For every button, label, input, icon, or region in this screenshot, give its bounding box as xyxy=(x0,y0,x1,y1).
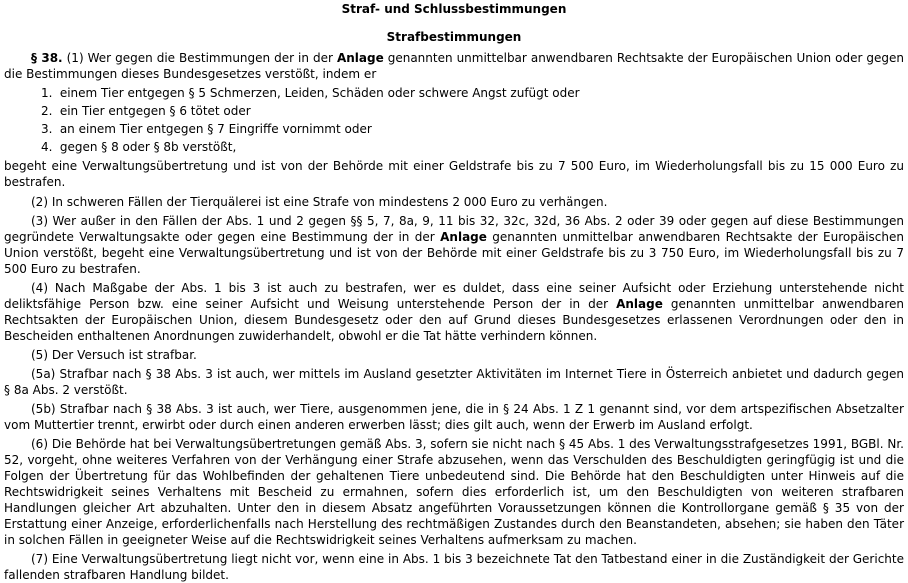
paragraph-6: (6) Die Behörde hat bei Verwaltungsübertretungen gemäß Abs. 3, sofern sie nicht nach § 45 Abs. 1 des Verwaltungsstrafgesetzes 1991, BGBl. Nr. 52, vorgeht, ohne weiteres Verfahren von der Verhängung einer Strafe abzusehen, wenn das Verschulden des Beschuldigten geringfügig ist und die Folgen der Übertretung für das Wohlbefinden der gehaltenen Tiere unbedeutend sind. Die Behörde hat den Beschuldigten unter Hinweis auf die Rechtswidrigkeit seines Verhaltens mit Bescheid zu ermahnen, sofern dies erforderlich ist, um den Beschuldigten von weiteren strafbaren Handlungen gleicher Art abzuhalten. Unter den in diesem Absatz angeführten Voraussetzungen können die Kontrollorgane gemäß § 35 von der Erstattung einer Anzeige, erforderlichenfalls nach Herstellung des rechtmäßigen Zustandes durch den Beanstandeten, absehen; sie haben den Täter in solchen Fällen in geeigneter Weise auf die Rechtswidrigkeit seines Verhaltens aufmerksam zu machen. xyxy=(4,437,904,547)
list-item: 2. ein Tier entgegen § 6 tötet oder xyxy=(41,104,251,118)
paragraph-1: § 38. (1) Wer gegen die Bestimmungen der in der Anlage genannten unmittelbar anwendbaren Rechtsakte der Europäischen Union oder gegen die Bestimmungen dieses Bundesgesetzes verstößt, indem er xyxy=(4,51,905,81)
paragraph-3: (3) Wer außer in den Fällen der Abs. 1 und 2 gegen §§ 5, 7, 8a, 9, 11 bis 32, 32c, 32d, 36 Abs. 2 oder 39 oder gegen auf diese Bestimmungen gegründete Verwaltungsakte oder gegen eine Bestimmung der in der Anlage genannten unmittelbar anwendbaren Rechtsakte der Europäischen Union verstößt, begeht eine Verwaltungsübertretung und ist von der Behörde mit einer Geldstrafe bis zu 3 750 Euro, im Wiederholungsfall bis zu 7 500 Euro zu bestrafen. xyxy=(4,214,904,276)
section-number: § 38. xyxy=(31,51,63,65)
paragraph-4: (4) Nach Maßgabe der Abs. 1 bis 3 ist auch zu bestrafen, wer es duldet, dass eine seiner Aufsicht oder Erziehung unterstehende nicht deliktsfähige Person bzw. eine seiner Aufsicht und Weisung unterstehende Person der in der Anlage genannten unmittelbar anwendbaren Rechtsakten der Europäischen Union, diesem Bundesgesetz oder den auf Grund dieses Bundesgesetzes erlassenen Verordnungen oder den in Bescheiden enthaltenen Anordnungen zuwiderhandelt, obwohl er die Tat hätte verhindern können. xyxy=(4,281,904,343)
paragraph-7: (7) Eine Verwaltungsübertretung liegt nicht vor, wenn eine in Abs. 1 bis 3 bezeichnete Tat den Tatbestand einer in die Zuständigkeit der Gerichte fallenden strafbaren Handlung bildet. xyxy=(4,552,904,582)
list-item: 3. an einem Tier entgegen § 7 Eingriffe vornimmt oder xyxy=(41,122,372,136)
paragraph-5: (5) Der Versuch ist strafbar. xyxy=(31,348,197,362)
paragraph-5a: (5a) Strafbar nach § 38 Abs. 3 ist auch, wer mittels im Ausland gesetzter Aktivitäten im Internet Tiere in Österreich anbietet und dadurch gegen § 8a Abs. 2 verstößt. xyxy=(4,367,904,397)
section-title: Strafbestimmungen xyxy=(386,30,522,44)
paragraph-5b: (5b) Strafbar nach § 38 Abs. 3 ist auch, wer Tiere, ausgenommen jene, die in § 24 Abs. 1 Z 1 genannt sind, vor dem artspezifischen Absetzalter vom Muttertier trennt, erwirbt oder durch einen anderen erwerben lässt; dies gilt auch, wenn der Erwerb im Ausland erfolgt. xyxy=(4,402,904,432)
anlage-reference: Anlage xyxy=(440,230,487,244)
offence-list xyxy=(4,85,904,157)
list-item: 1. einem Tier entgegen § 5 Schmerzen, Leiden, Schäden oder schwere Angst zufügt oder xyxy=(41,86,580,100)
paragraph-2: (2) In schweren Fällen der Tierquälerei ist eine Strafe von mindestens 2 000 Euro zu verhängen. xyxy=(31,195,608,209)
chapter-title: Straf- und Schlussbestimmungen xyxy=(341,2,567,16)
list-item: 4. gegen § 8 oder § 8b verstößt, xyxy=(41,140,237,154)
anlage-reference: Anlage xyxy=(616,297,663,311)
anlage-reference: Anlage xyxy=(336,51,384,65)
paragraph-1-penalty: begeht eine Verwaltungsübertretung und ist von der Behörde mit einer Geldstrafe bis zu 7 500 Euro, im Wiederholungsfall bis zu 15 000 Euro zu bestrafen. xyxy=(4,159,904,189)
